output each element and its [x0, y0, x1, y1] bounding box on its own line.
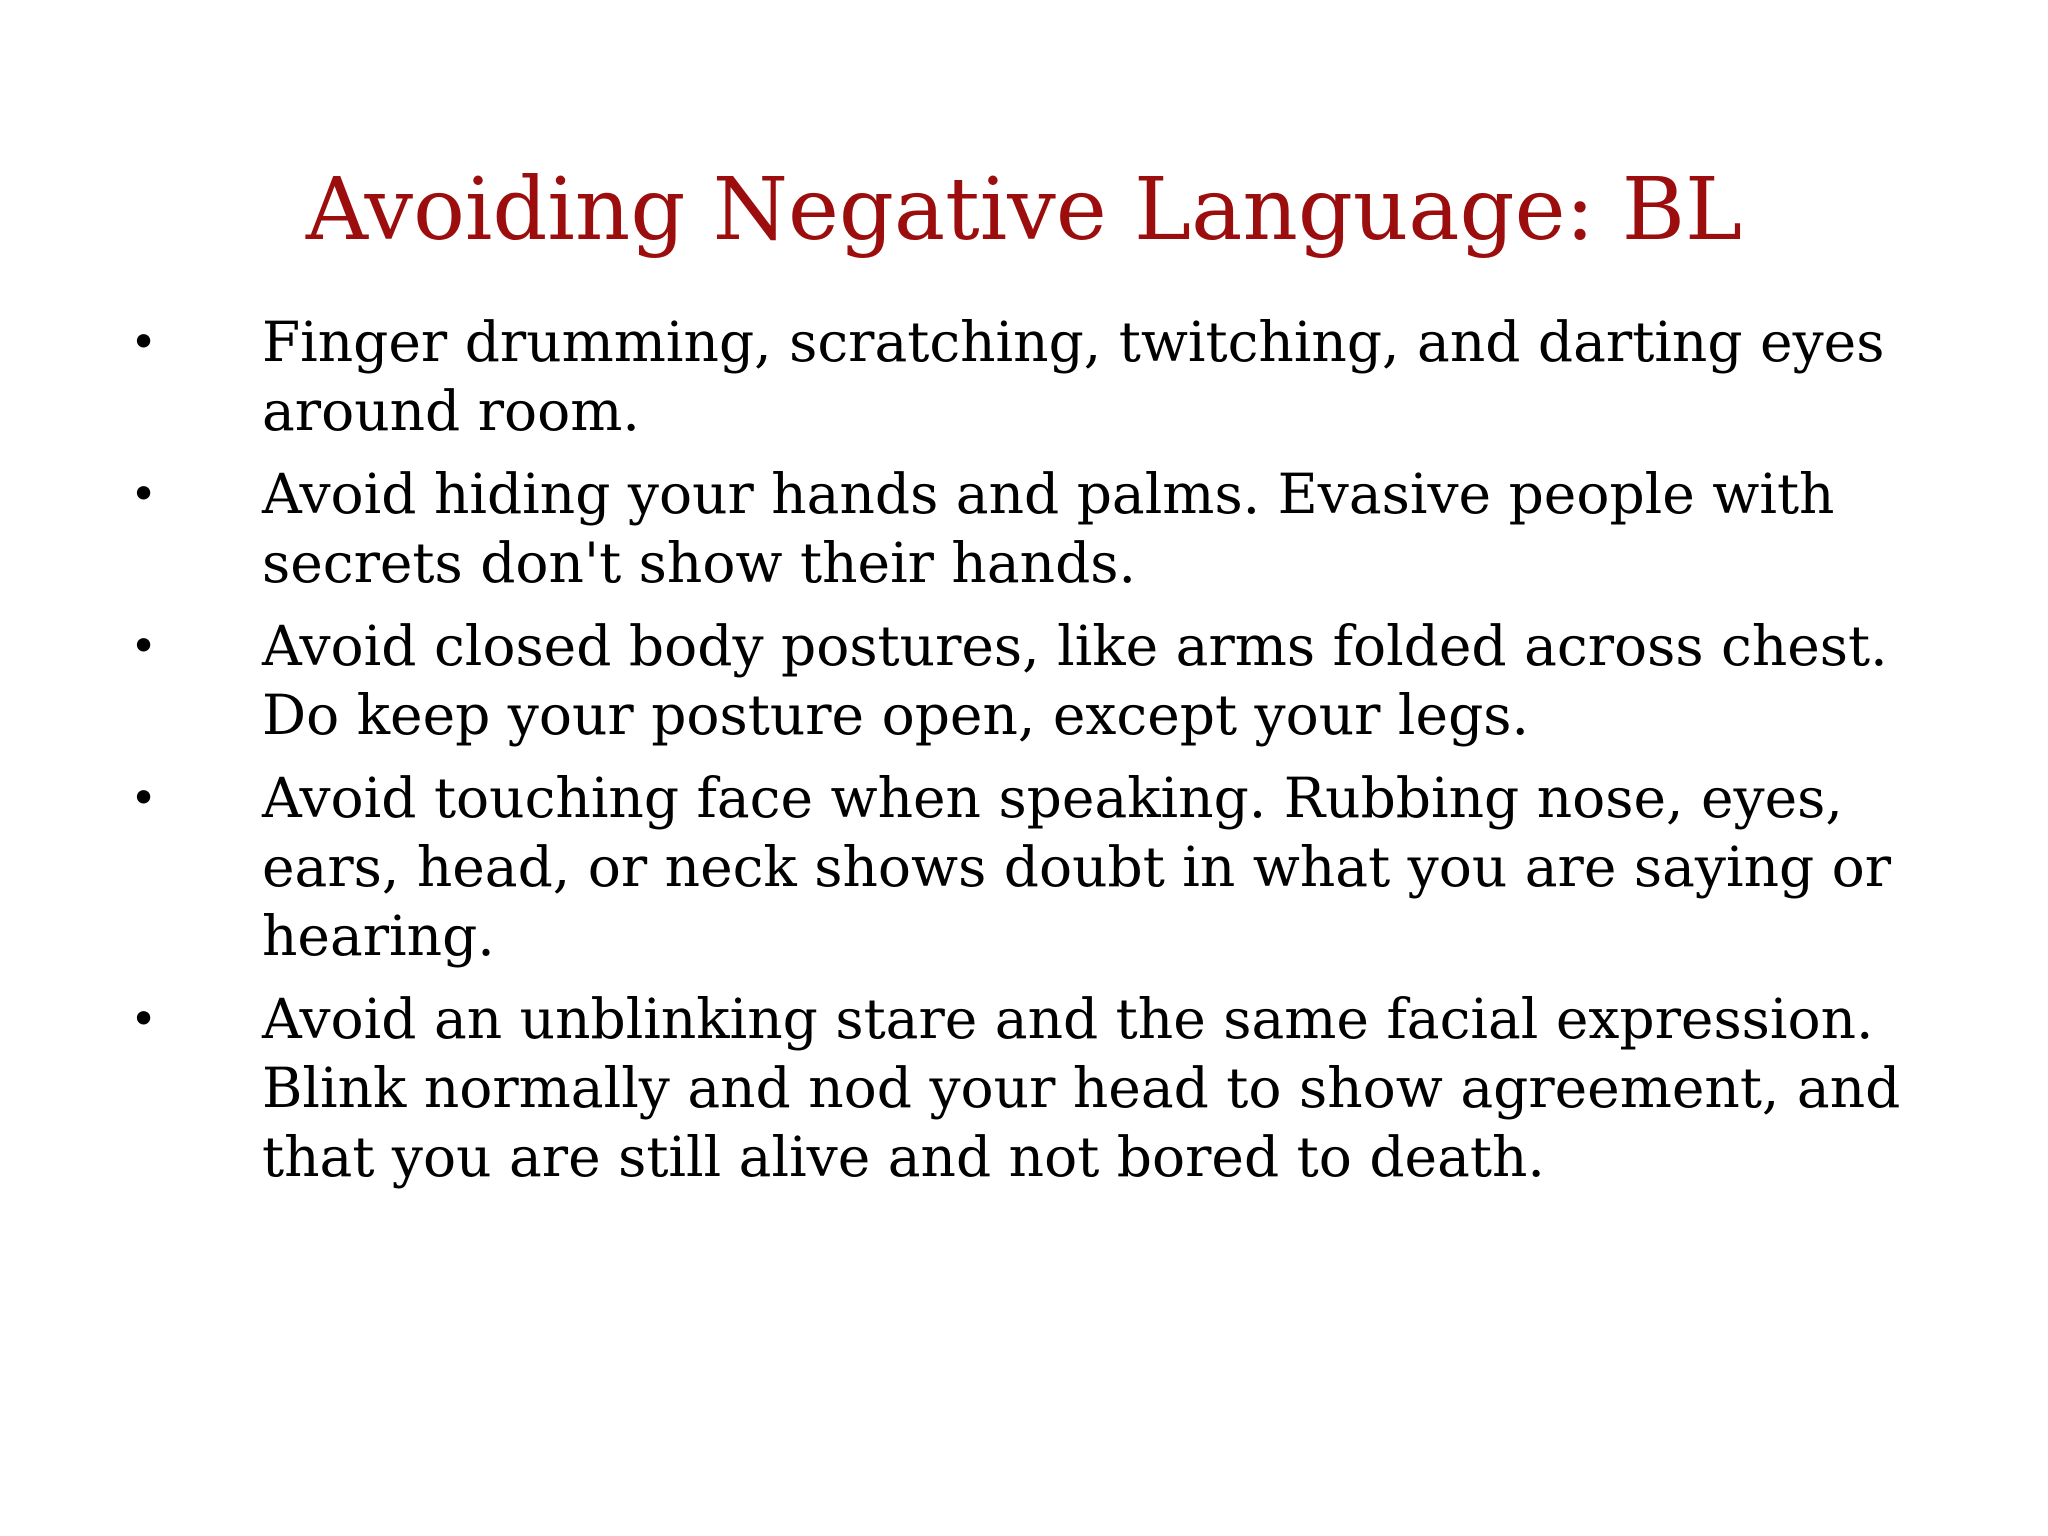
bullet-text: Avoid closed body postures, like arms folded across chest. Do keep your posture open, except your legs. [262, 614, 1888, 747]
bullet-text: Finger drumming, scratching, twitching, and darting eyes around room. [262, 310, 1885, 443]
bullet-icon: • [130, 771, 158, 825]
bullet-icon: • [130, 619, 158, 673]
list-item [130, 985, 1960, 1192]
list-item [130, 460, 1960, 598]
slide-title: Avoiding Negative Language: BL [305, 160, 1743, 260]
bullet-text: Avoid hiding your hands and palms. Evasive people with secrets don't show their hands. [262, 462, 1835, 595]
bullet-icon: • [130, 467, 158, 521]
bullet-text: Avoid touching face when speaking. Rubbing nose, eyes, ears, head, or neck shows doubt in what you are saying or hearing. [262, 766, 1892, 968]
list-item [130, 612, 1960, 750]
bullet-icon: • [130, 992, 158, 1046]
list-item [130, 764, 1960, 971]
bullet-icon: • [130, 315, 158, 369]
bullet-text: Avoid an unblinking stare and the same facial expression. Blink normally and nod your head to show agreement, and that you are still alive and not bored to death. [262, 987, 1901, 1189]
bullet-list [130, 308, 1960, 1206]
list-item [130, 308, 1960, 446]
